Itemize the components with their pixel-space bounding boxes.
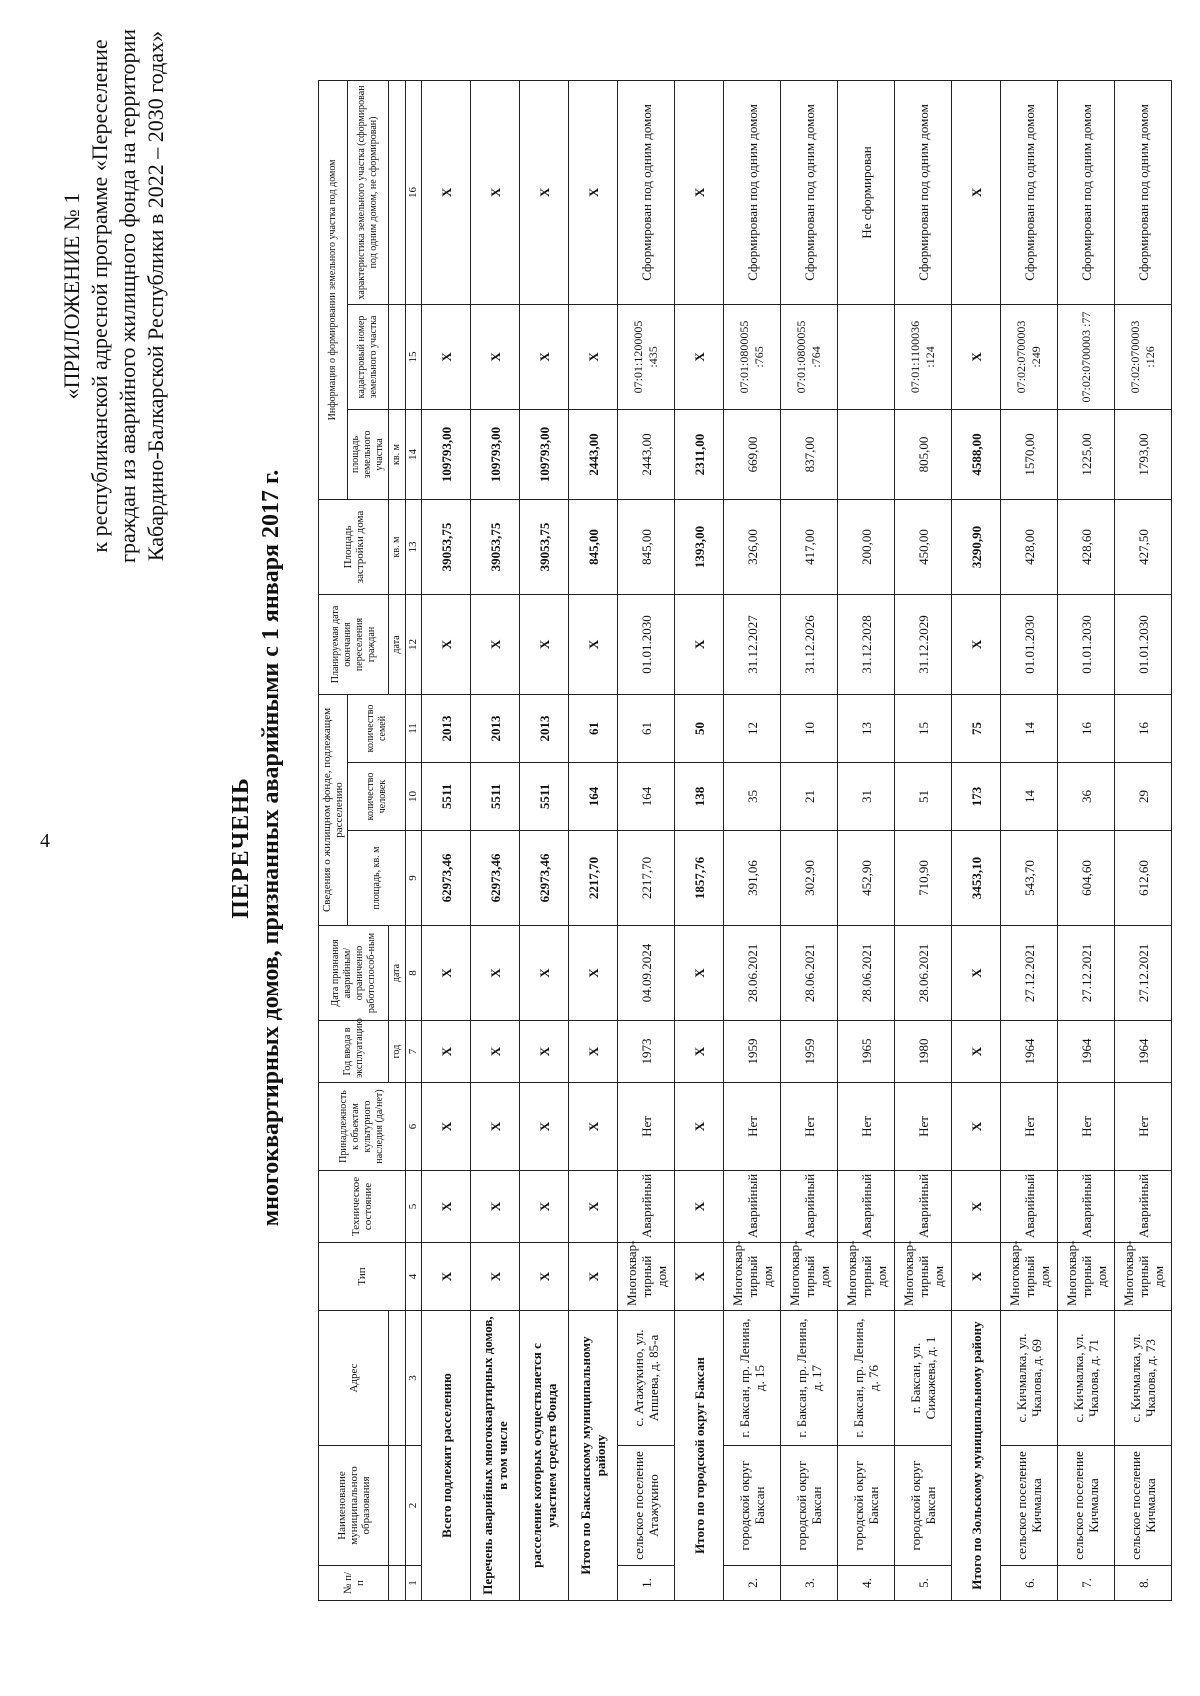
appendix-line-2: к республиканской адресной программе «Переселение — [87, 39, 112, 553]
cell-end: 01.01.2030 — [1115, 594, 1172, 694]
cell-cad: 07:02:0700003 :126 — [1115, 304, 1172, 409]
cell-mo: городской округ Баксан — [724, 1446, 781, 1566]
cell-families: 61 — [618, 694, 675, 762]
houses-table — [318, 80, 1172, 1601]
summary-label: Всего подлежит расселению — [422, 1311, 471, 1601]
cell-date: 28.06.2021 — [724, 926, 781, 1021]
summary-cell: 62973,46 — [422, 831, 471, 926]
summary-cell: 109793,00 — [471, 409, 520, 499]
cell-mo: городской округ Баксан — [838, 1446, 895, 1566]
summary-cell: 62973,46 — [520, 831, 569, 926]
summary-cell: Х — [952, 1021, 1001, 1083]
cell-area: 452,90 — [838, 831, 895, 926]
cell-char: Сформирован под одним домом — [724, 80, 781, 304]
cell-area: 612,60 — [1115, 831, 1172, 926]
summary-cell: Х — [520, 926, 569, 1021]
summary-label: Итого по Баксанскому муниципальному району — [569, 1311, 618, 1601]
summary-cell: 164 — [569, 763, 618, 831]
cell-state: Аварийный — [838, 1171, 895, 1243]
summary-cell: 4588,00 — [952, 409, 1001, 499]
summary-cell: Х — [569, 1021, 618, 1083]
cell-year: 1973 — [618, 1021, 675, 1083]
cell-type: Многоквар-тирный дом — [1115, 1243, 1172, 1311]
cell-year: 1959 — [724, 1021, 781, 1083]
cell-type: Многоквар-тирный дом — [618, 1243, 675, 1311]
header-land-area: площадь земельного участка — [348, 409, 389, 499]
summary-cell: Х — [675, 80, 724, 304]
table-row — [618, 80, 675, 1600]
table-row — [1115, 80, 1172, 1600]
cell-land: 1793,00 — [1115, 409, 1172, 499]
summary-row — [422, 80, 471, 1600]
cell-cad — [838, 304, 895, 409]
header-people: количество человек — [348, 763, 406, 831]
cell-mo: сельское поселение Кичмалка — [1001, 1446, 1058, 1566]
cell-year: 1980 — [895, 1021, 952, 1083]
cell-n: 1. — [618, 1566, 675, 1601]
appendix-header — [58, 16, 170, 576]
summary-cell: 62973,46 — [471, 831, 520, 926]
summary-cell: Х — [952, 304, 1001, 409]
summary-cell: 39053,75 — [471, 499, 520, 594]
summary-cell: Х — [569, 1083, 618, 1171]
cell-area: 302,90 — [781, 831, 838, 926]
cell-type: Многоквар-тирный дом — [1001, 1243, 1058, 1311]
appendix-line-3: граждан из аварийного жилищного фонда на территории — [115, 28, 140, 564]
cell-date: 28.06.2021 — [838, 926, 895, 1021]
summary-cell: Х — [520, 1083, 569, 1171]
summary-cell: 1857,76 — [675, 831, 724, 926]
cell-state: Аварийный — [1058, 1171, 1115, 1243]
cell-cad: 07:02:0700003 :77 — [1058, 304, 1115, 409]
summary-cell: 3453,10 — [952, 831, 1001, 926]
cell-n: 8. — [1115, 1566, 1172, 1601]
summary-cell: 138 — [675, 763, 724, 831]
summary-row — [952, 80, 1001, 1600]
cell-land: 1570,00 — [1001, 409, 1058, 499]
cell-end: 31.12.2029 — [895, 594, 952, 694]
summary-label: расселение которых осуществляется с участием средств Фонда — [520, 1311, 569, 1601]
cell-char: Сформирован под одним домом — [781, 80, 838, 304]
table-row — [724, 80, 781, 1600]
cell-date: 28.06.2021 — [895, 926, 952, 1021]
summary-cell: 5511 — [471, 763, 520, 831]
cell-year: 1964 — [1115, 1021, 1172, 1083]
cell-addr: г. Баксан, пр. Ленина, д. 15 — [724, 1311, 781, 1446]
summary-cell: 75 — [952, 694, 1001, 762]
header-cadastral: кадастровый номер земельного участка — [348, 304, 389, 409]
cell-state: Аварийный — [618, 1171, 675, 1243]
summary-cell: 5511 — [520, 763, 569, 831]
header-emergency-date: Дата признания аварийным/ ограниченно работоспособ-ным — [319, 926, 389, 1021]
summary-cell: 2217,70 — [569, 831, 618, 926]
summary-cell: Х — [952, 1083, 1001, 1171]
cell-state: Аварийный — [895, 1171, 952, 1243]
appendix-line-4: Кабардино-Балкарской Республики в 2022 – 2030 годах» — [143, 30, 168, 562]
summary-cell: Х — [422, 1171, 471, 1243]
unit-year: год — [389, 1021, 406, 1083]
cell-people: 164 — [618, 763, 675, 831]
cell-date: 28.06.2021 — [781, 926, 838, 1021]
cell-date: 27.12.2021 — [1001, 926, 1058, 1021]
cell-mo: сельское поселение Кичмалка — [1058, 1446, 1115, 1566]
cell-char: Сформирован под одним домом — [618, 80, 675, 304]
cell-land: 837,00 — [781, 409, 838, 499]
summary-cell: Х — [520, 1243, 569, 1311]
cell-year: 1964 — [1058, 1021, 1115, 1083]
cell-mo: сельское поселение Кичмалка — [1115, 1446, 1172, 1566]
cell-char: Сформирован под одним домом — [1115, 80, 1172, 304]
summary-cell: Х — [952, 1243, 1001, 1311]
table-row — [838, 80, 895, 1600]
summary-cell: Х — [675, 1021, 724, 1083]
summary-cell: Х — [675, 304, 724, 409]
cell-end: 01.01.2030 — [1058, 594, 1115, 694]
header-tech-state: Техническое состояние — [319, 1171, 406, 1243]
summary-cell: 173 — [952, 763, 1001, 831]
cell-n: 2. — [724, 1566, 781, 1601]
cell-year: 1965 — [838, 1021, 895, 1083]
header-families: количество семей — [348, 694, 406, 762]
summary-cell: 5511 — [422, 763, 471, 831]
cell-type: Многоквар-тирный дом — [895, 1243, 952, 1311]
cell-n: 7. — [1058, 1566, 1115, 1601]
cell-heritage: Нет — [724, 1083, 781, 1171]
summary-cell: 109793,00 — [422, 409, 471, 499]
appendix-line-1: «ПРИЛОЖЕНИЕ № 1 — [59, 192, 84, 400]
summary-cell: Х — [471, 1171, 520, 1243]
header-heritage: Принадлежность к объектам культурного наследия (да/нет) — [319, 1083, 406, 1171]
summary-cell: Х — [422, 1243, 471, 1311]
cell-cad: 07:01:0800055 :765 — [724, 304, 781, 409]
summary-cell: Х — [520, 1021, 569, 1083]
summary-cell: 61 — [569, 694, 618, 762]
header-area: площадь, кв. м — [348, 831, 406, 926]
summary-cell: 39053,75 — [422, 499, 471, 594]
cell-families: 10 — [781, 694, 838, 762]
cell-end: 01.01.2030 — [1001, 594, 1058, 694]
cell-cad: 07:01:0800055 :764 — [781, 304, 838, 409]
summary-cell: Х — [471, 594, 520, 694]
summary-row — [569, 80, 618, 1600]
cell-heritage: Нет — [1001, 1083, 1058, 1171]
cell-state: Аварийный — [1115, 1171, 1172, 1243]
unit-land-area: кв. м — [389, 409, 406, 499]
summary-row — [675, 80, 724, 1600]
cell-mo: городской округ Баксан — [895, 1446, 952, 1566]
cell-n: 5. — [895, 1566, 952, 1601]
summary-cell: 2443,00 — [569, 409, 618, 499]
cell-people: 36 — [1058, 763, 1115, 831]
summary-cell: Х — [471, 1021, 520, 1083]
cell-char: Не сформирован — [838, 80, 895, 304]
cell-state: Аварийный — [724, 1171, 781, 1243]
summary-cell: Х — [471, 926, 520, 1021]
summary-cell: Х — [422, 304, 471, 409]
document-subtitle: многоквартирных домов, признанных аварийными с 1 января 2017 г. — [258, 469, 284, 1227]
summary-cell: Х — [952, 1171, 1001, 1243]
cell-cad: 07:02:0700003 :249 — [1001, 304, 1058, 409]
cell-addr: г. Баксан, пр. Ленина, д. 17 — [781, 1311, 838, 1446]
summary-cell: 109793,00 — [520, 409, 569, 499]
header-year: Год ввода в эксплуатацию — [319, 1021, 389, 1083]
summary-cell: Х — [422, 594, 471, 694]
cell-families: 16 — [1115, 694, 1172, 762]
header-row-1 — [319, 80, 348, 1600]
summary-cell: Х — [471, 1243, 520, 1311]
cell-heritage: Нет — [781, 1083, 838, 1171]
page-number: 4 — [40, 830, 50, 852]
summary-cell: 2013 — [422, 694, 471, 762]
summary-cell: Х — [520, 1171, 569, 1243]
summary-cell: Х — [952, 926, 1001, 1021]
cell-area: 710,90 — [895, 831, 952, 926]
cell-families: 15 — [895, 694, 952, 762]
cell-date: 27.12.2021 — [1058, 926, 1115, 1021]
summary-cell: Х — [471, 80, 520, 304]
cell-people: 29 — [1115, 763, 1172, 831]
cell-n: 3. — [781, 1566, 838, 1601]
summary-cell: Х — [422, 1021, 471, 1083]
column-number-row: 1 2 3 4 5 6 7 8 9 10 11 12 13 14 15 16 — [406, 80, 422, 1600]
cell-end: 01.01.2030 — [618, 594, 675, 694]
cell-heritage: Нет — [618, 1083, 675, 1171]
summary-cell: Х — [569, 1243, 618, 1311]
summary-cell: 1393,00 — [675, 499, 724, 594]
summary-cell: Х — [520, 80, 569, 304]
cell-cad: 07:01:1200005 :435 — [618, 304, 675, 409]
cell-end: 31.12.2027 — [724, 594, 781, 694]
summary-cell: Х — [471, 304, 520, 409]
header-municipality: Наименование муниципального образования — [319, 1446, 389, 1566]
summary-cell: Х — [569, 80, 618, 304]
summary-cell: Х — [471, 1083, 520, 1171]
summary-cell: 39053,75 — [520, 499, 569, 594]
unit-end-date: дата — [389, 594, 406, 694]
cell-build: 450,00 — [895, 499, 952, 594]
cell-char: Сформирован под одним домом — [1058, 80, 1115, 304]
unit-date: дата — [389, 926, 406, 1021]
cell-build: 845,00 — [618, 499, 675, 594]
summary-cell: Х — [520, 594, 569, 694]
cell-heritage: Нет — [838, 1083, 895, 1171]
table-row — [1058, 80, 1115, 1600]
cell-area: 604,60 — [1058, 831, 1115, 926]
cell-n: 6. — [1001, 1566, 1058, 1601]
header-build-area: Площадь застройки дома — [319, 499, 389, 594]
cell-land: 805,00 — [895, 409, 952, 499]
table-row — [895, 80, 952, 1600]
cell-addr: с. Кичмалка, ул. Чкалова, д. 71 — [1058, 1311, 1115, 1446]
cell-families: 16 — [1058, 694, 1115, 762]
cell-heritage: Нет — [895, 1083, 952, 1171]
summary-row — [471, 80, 520, 1600]
cell-area: 391,06 — [724, 831, 781, 926]
cell-heritage: Нет — [1115, 1083, 1172, 1171]
summary-cell: 2013 — [520, 694, 569, 762]
summary-cell: Х — [952, 80, 1001, 304]
summary-cell: Х — [675, 1083, 724, 1171]
cell-build: 428,60 — [1058, 499, 1115, 594]
header-number: № п/п — [319, 1566, 389, 1601]
cell-heritage: Нет — [1058, 1083, 1115, 1171]
header-land-group: Информация о формировании земельного участка под домом — [319, 80, 348, 499]
cell-cad: 07:01:1100036 :124 — [895, 304, 952, 409]
cell-char: Сформирован под одним домом — [1001, 80, 1058, 304]
cell-people: 31 — [838, 763, 895, 831]
cell-n: 4. — [838, 1566, 895, 1601]
cell-state: Аварийный — [1001, 1171, 1058, 1243]
summary-cell: 845,00 — [569, 499, 618, 594]
unit-build-area: кв. м — [389, 499, 406, 594]
summary-cell: Х — [952, 594, 1001, 694]
cell-end: 31.12.2026 — [781, 594, 838, 694]
cell-families: 13 — [838, 694, 895, 762]
summary-cell: 50 — [675, 694, 724, 762]
summary-cell: Х — [675, 594, 724, 694]
table-row — [781, 80, 838, 1600]
cell-land: 2443,00 — [618, 409, 675, 499]
header-type: Тип — [319, 1243, 406, 1311]
summary-cell: Х — [569, 926, 618, 1021]
summary-cell: Х — [569, 304, 618, 409]
cell-land — [838, 409, 895, 499]
cell-families: 12 — [724, 694, 781, 762]
cell-build: 417,00 — [781, 499, 838, 594]
summary-cell: Х — [675, 1243, 724, 1311]
cell-people: 21 — [781, 763, 838, 831]
cell-state: Аварийный — [781, 1171, 838, 1243]
cell-date: 27.12.2021 — [1115, 926, 1172, 1021]
cell-addr: с. Атажукино, ул. Апшева, д. 85-а — [618, 1311, 675, 1446]
cell-area: 543,70 — [1001, 831, 1058, 926]
cell-area: 2217,70 — [618, 831, 675, 926]
cell-addr: г. Баксан, пр. Ленина, д. 76 — [838, 1311, 895, 1446]
cell-build: 428,00 — [1001, 499, 1058, 594]
cell-year: 1959 — [781, 1021, 838, 1083]
cell-land: 1225,00 — [1058, 409, 1115, 499]
cell-date: 04.09.2024 — [618, 926, 675, 1021]
cell-type: Многоквар-тирный дом — [781, 1243, 838, 1311]
header-end-date: Планируемая дата окончания переселения граждан — [319, 594, 389, 694]
cell-mo: сельское поселение Атажукино — [618, 1446, 675, 1566]
summary-cell: 2013 — [471, 694, 520, 762]
cell-addr: с. Кичмалка, ул. Чкалова, д. 69 — [1001, 1311, 1058, 1446]
cell-year: 1964 — [1001, 1021, 1058, 1083]
cell-mo: городской округ Баксан — [781, 1446, 838, 1566]
cell-build: 326,00 — [724, 499, 781, 594]
cell-people: 35 — [724, 763, 781, 831]
cell-people: 14 — [1001, 763, 1058, 831]
summary-label: Итого по Зольскому муниципальному району — [952, 1311, 1001, 1601]
summary-cell: Х — [569, 594, 618, 694]
cell-addr: с. Кичмалка, ул. Чкалова, д. 73 — [1115, 1311, 1172, 1446]
summary-cell: Х — [422, 1083, 471, 1171]
summary-cell: 2311,00 — [675, 409, 724, 499]
cell-families: 14 — [1001, 694, 1058, 762]
summary-cell: Х — [422, 926, 471, 1021]
summary-cell: Х — [569, 1171, 618, 1243]
header-address: Адрес — [319, 1311, 389, 1446]
cell-build: 427,50 — [1115, 499, 1172, 594]
cell-type: Многоквар-тирный дом — [838, 1243, 895, 1311]
cell-people: 51 — [895, 763, 952, 831]
header-land-char: характеристика земельного участка (сформирован под одним домом, не сформирован) — [348, 80, 389, 304]
cell-char: Сформирован под одним домом — [895, 80, 952, 304]
cell-end: 31.12.2028 — [838, 594, 895, 694]
header-housing-group: Сведения о жилищном фонде, подлежащем расселению — [319, 694, 348, 925]
summary-cell: Х — [520, 304, 569, 409]
table-row — [1001, 80, 1058, 1600]
summary-row — [520, 80, 569, 1600]
summary-label: Перечень аварийных многоквартирных домов, в том числе — [471, 1311, 520, 1601]
summary-cell: Х — [422, 80, 471, 304]
cell-addr: г. Баксан, ул. Сижажева, д. 1 — [895, 1311, 952, 1446]
summary-cell: Х — [675, 1171, 724, 1243]
summary-label: Итого по городской округ Баксан — [675, 1311, 724, 1601]
cell-type: Многоквар-тирный дом — [724, 1243, 781, 1311]
cell-type: Многоквар-тирный дом — [1058, 1243, 1115, 1311]
summary-cell: Х — [675, 926, 724, 1021]
cell-build: 200,00 — [838, 499, 895, 594]
cell-land: 669,00 — [724, 409, 781, 499]
document-title: ПЕРЕЧЕНЬ — [228, 777, 254, 919]
summary-cell: 3290,90 — [952, 499, 1001, 594]
table-body — [406, 80, 1172, 1600]
